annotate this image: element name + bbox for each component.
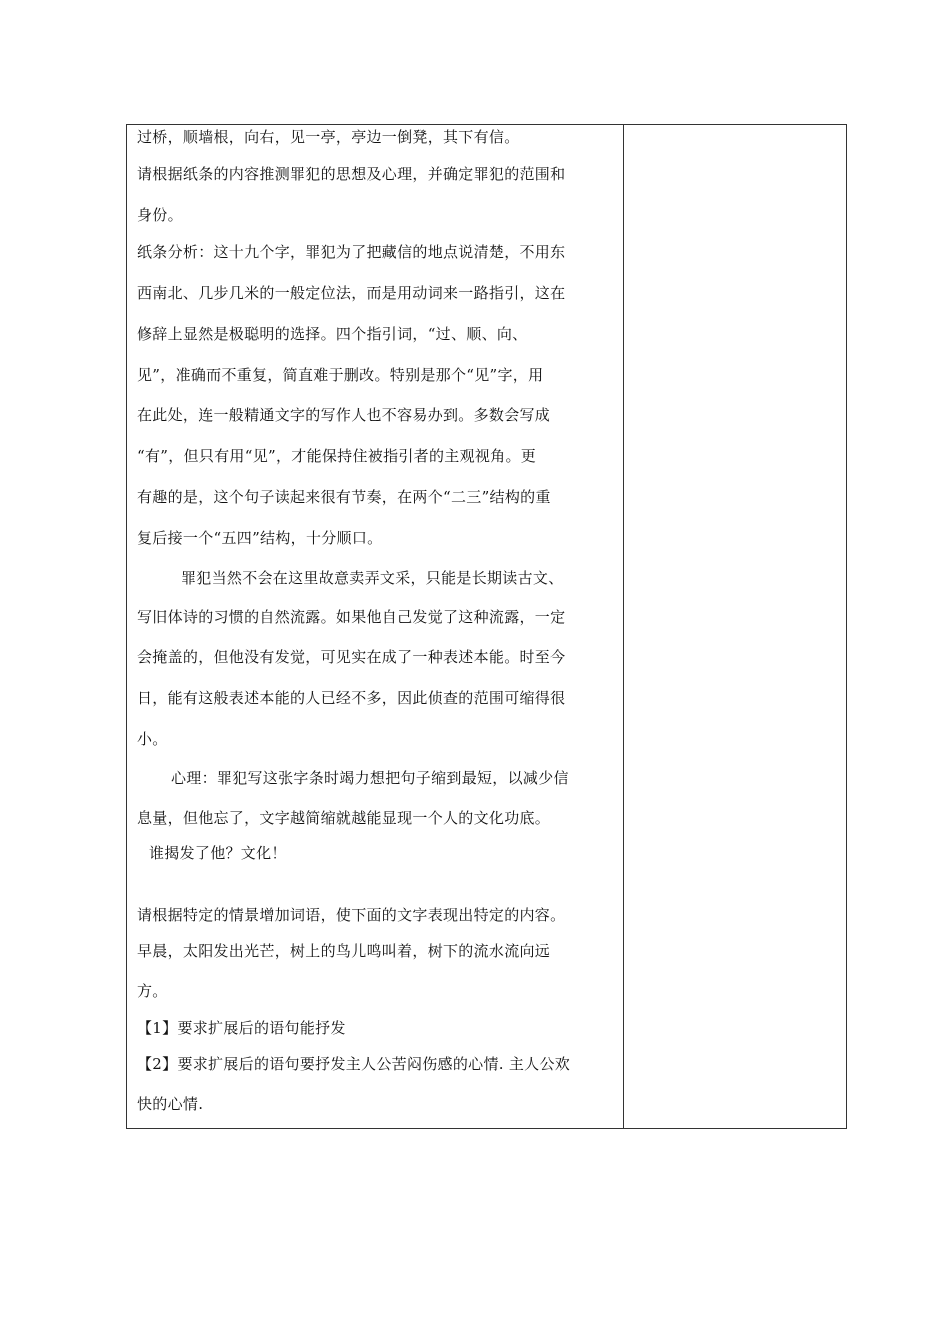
text-line: 息量，但他忘了，文字越简缩就越能显现一个人的文化功底。 <box>137 809 551 827</box>
text-line: 日，能有这般表述本能的人已经不多，因此侦查的范围可缩得很 <box>137 689 566 707</box>
text-line: 小。 <box>137 730 168 748</box>
text-line: 谁揭发了他？文化！ <box>149 844 287 862</box>
text-line: 【2】要求扩展后的语句要抒发主人公苦闷伤感的心情. 主人公欢 <box>137 1055 571 1073</box>
text-line: 写旧体诗的习惯的自然流露。如果他自己发觉了这种流露，一定 <box>137 608 566 626</box>
text-line: 修辞上显然是极聪明的选择。四个指引词，“过、顺、向、 <box>137 325 528 343</box>
text-line: 见”，准确而不重复，简直难于删改。特别是那个“见”字，用 <box>137 366 544 384</box>
text-line: 心理：罪犯写这张字条时竭力想把句子缩到最短，以减少信 <box>171 769 569 787</box>
text-line: 方。 <box>137 982 168 1000</box>
text-line: 【1】要求扩展后的语句能抒发 <box>137 1019 346 1037</box>
text-line: 纸条分析：这十九个字，罪犯为了把藏信的地点说清楚，不用东 <box>137 243 566 261</box>
text-line: 有趣的是，这个句子读起来很有节奏，在两个“二三”结构的重 <box>137 488 551 506</box>
text-line: 快的心情. <box>137 1095 204 1113</box>
text-line: 过桥，顺墙根，向右，见一亭，亭边一倒凳，其下有信。 <box>137 128 520 146</box>
text-line: 在此处，连一般精通文字的写作人也不容易办到。多数会写成 <box>137 406 551 424</box>
text-line: 会掩盖的，但他没有发觉，可见实在成了一种表述本能。时至今 <box>137 648 566 666</box>
text-line: 西南北、几步几米的一般定位法，而是用动词来一路指引，这在 <box>137 284 566 302</box>
text-line: 复后接一个“五四”结构，十分顺口。 <box>137 529 383 547</box>
content-table <box>126 124 847 1129</box>
text-line: 罪犯当然不会在这里故意卖弄文采，只能是长期读古文、 <box>181 569 564 587</box>
notes-cell <box>624 125 846 1128</box>
text-line: 早晨，太阳发出光芒，树上的鸟儿鸣叫着，树下的流水流向远 <box>137 942 551 960</box>
text-line: 请根据特定的情景增加词语，使下面的文字表现出特定的内容。 <box>137 906 566 924</box>
text-line: “有”，但只有用“见”，才能保持住被指引者的主观视角。更 <box>137 447 537 465</box>
text-line: 身份。 <box>137 206 183 224</box>
text-line: 请根据纸条的内容推测罪犯的思想及心理，并确定罪犯的范围和 <box>137 165 566 183</box>
